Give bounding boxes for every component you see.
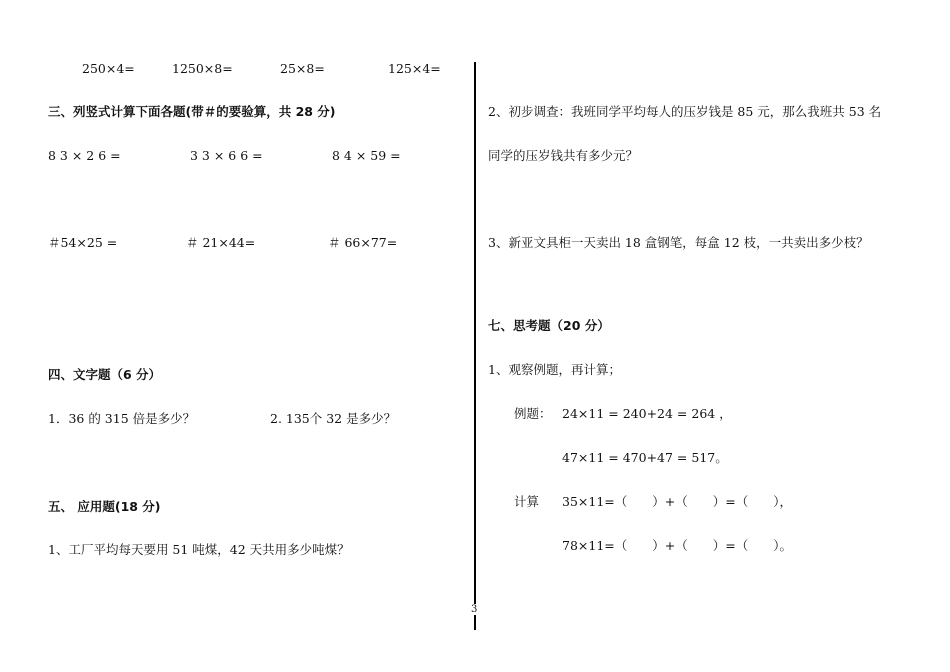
section3-heading: 三、列竖式计算下面各题(带＃的要验算，共 28 分) bbox=[48, 104, 336, 119]
application-question-1: 1、工厂平均每天要用 51 吨煤，42 天共用多少吨煤？ bbox=[48, 542, 350, 557]
oral-calc-2: 1250×8= bbox=[172, 61, 233, 76]
vertical-calc-2: 3 3 × 6 6 = bbox=[190, 148, 263, 163]
calc-label: 计算 bbox=[514, 494, 540, 509]
thinking-question-1: 1、观察例题，再计算； bbox=[488, 362, 621, 377]
example-label: 例题： bbox=[514, 406, 552, 421]
oral-calc-1: 250×4= bbox=[82, 61, 135, 76]
section4-heading: 四、文字题（6 分） bbox=[48, 367, 162, 382]
vertical-calc-3: 8 4 × 59 = bbox=[332, 148, 401, 163]
page-number: 3 bbox=[471, 604, 478, 615]
oral-calc-3: 25×8= bbox=[280, 61, 325, 76]
word-problem-1: 1．36 的 315 倍是多少？ bbox=[48, 411, 196, 426]
example-line-2: 47×11 = 470+47 = 517。 bbox=[562, 450, 728, 465]
oral-calc-4: 125×4= bbox=[388, 61, 441, 76]
application-question-3: 3、新亚文具柜一天卖出 18 盒钢笔，每盒 12 枝，一共卖出多少枝？ bbox=[488, 235, 869, 250]
calc-line-2: 78×11=（ ）+（ ）=（ ）。 bbox=[562, 538, 792, 553]
verify-calc-1: ＃54×25 = bbox=[48, 235, 118, 250]
example-line-1: 24×11 = 240+24 = 264 ， bbox=[562, 406, 732, 421]
section7-heading: 七、思考题（20 分） bbox=[488, 318, 610, 333]
application-question-2-line1: 2、初步调查：我班同学平均每人的压岁钱是 85 元，那么我班共 53 名 bbox=[488, 104, 882, 119]
word-problem-2: 2. 135个 32 是多少？ bbox=[270, 411, 397, 426]
section5-heading: 五、 应用题(18 分) bbox=[48, 499, 161, 514]
calc-line-1: 35×11=（ ）+（ ）=（ ）， bbox=[562, 494, 792, 509]
verify-calc-2: ＃ 21×44= bbox=[186, 235, 256, 250]
verify-calc-3: ＃ 66×77= bbox=[328, 235, 398, 250]
column-divider bbox=[474, 62, 476, 630]
vertical-calc-1: 8 3 × 2 6 = bbox=[48, 148, 121, 163]
application-question-2-line2: 同学的压岁钱共有多少元？ bbox=[488, 148, 639, 163]
